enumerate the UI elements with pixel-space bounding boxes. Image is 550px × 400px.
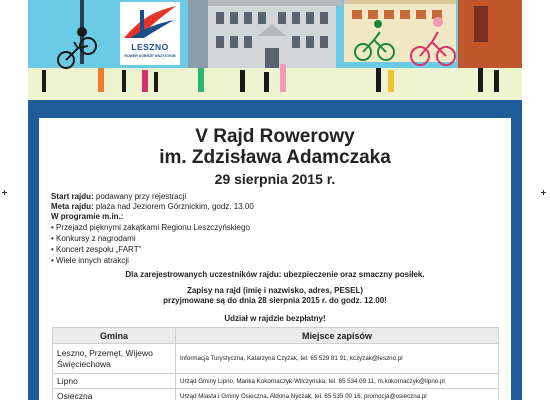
table-cell-gmina: Lipno	[53, 374, 176, 389]
column-header-gmina: Gmina	[53, 328, 176, 344]
right-building-icon	[344, 0, 456, 62]
table-cell-gmina: Osieczna	[53, 389, 176, 400]
start-label: Start rajdu:	[51, 192, 94, 201]
town-hall-icon	[202, 0, 342, 68]
event-title: V Rajd Rowerowy	[195, 126, 355, 147]
program-item: • Koncert zespołu „FART”	[51, 245, 142, 254]
info-card	[39, 118, 511, 400]
program-label: W programie m.in.:	[51, 212, 124, 221]
signup-note-line2: przyjmowane są do dnia 28 sierpnia 2015 r. do godz. 12.00!	[163, 296, 387, 305]
finish-info	[51, 202, 254, 213]
finish-label: Meta rajdu:	[51, 202, 94, 211]
free-entry-note: Udział w rajdzie bezpłatny!	[224, 314, 326, 323]
column-header-place: Miejsce zapisów	[176, 328, 499, 344]
table-row	[53, 374, 499, 389]
program-item: • Wiele innych atrakcji	[51, 256, 129, 265]
finish-value: plaża nad Jeziorem Górznickim, godz. 13.00	[95, 202, 254, 211]
event-subtitle: im. Zdzisława Adamczaka	[159, 147, 391, 168]
logo-mark-icon	[120, 2, 180, 42]
banner-illustration	[28, 0, 522, 110]
table-row	[53, 389, 499, 400]
program-item: • Konkursy z nagrodami	[51, 234, 136, 243]
insurance-note: Dla zarejestrowanych uczestników rajdu: ubezpieczenie oraz smaczny posiłek.	[125, 270, 425, 279]
logo-name: LESZNO	[131, 42, 169, 52]
table-cell-place: Urząd Gminy Lipno, Marika Kokornaczyk-Wilczyńska, tel. 65 534 09 11, m.kokornaczyk@lipno.pl	[176, 374, 499, 389]
crop-mark-right	[541, 190, 546, 195]
logo-tagline: ROWER DOBRZE WSZYSTKIM	[124, 54, 176, 58]
table-header-row	[53, 328, 499, 344]
leszno-logo	[120, 2, 180, 65]
registration-table	[52, 327, 499, 400]
poster-frame	[28, 0, 522, 400]
tower-building-icon	[458, 0, 522, 68]
program-item: • Przejazd pięknymi zakątkami Regionu Leszczyńskiego	[51, 223, 250, 232]
event-date: 29 sierpnia 2015 r.	[214, 171, 336, 187]
start-info	[51, 192, 186, 203]
table-cell-place: Informacja Turystyczna, Katarzyna Czyżak, tel. 65 529 81 91, kczyzak@leszno.pl	[176, 344, 499, 374]
start-value: podawany przy rejestracji	[95, 192, 187, 201]
crop-mark-left	[2, 190, 7, 195]
signup-note-line1: Zapisy na rajd (imię i nazwisko, adres, PESEL)	[186, 286, 364, 295]
table-cell-gmina: Leszno, Przemęt, Wijewo Święciechowa	[53, 344, 176, 374]
table-cell-place: Urząd Miasta i Gminy Osieczna, Aldona Nyczak, tel. 65 535 00 16, promocja@osieczna.pl	[176, 389, 499, 400]
table-row	[53, 344, 499, 374]
left-building-icon	[188, 0, 208, 68]
